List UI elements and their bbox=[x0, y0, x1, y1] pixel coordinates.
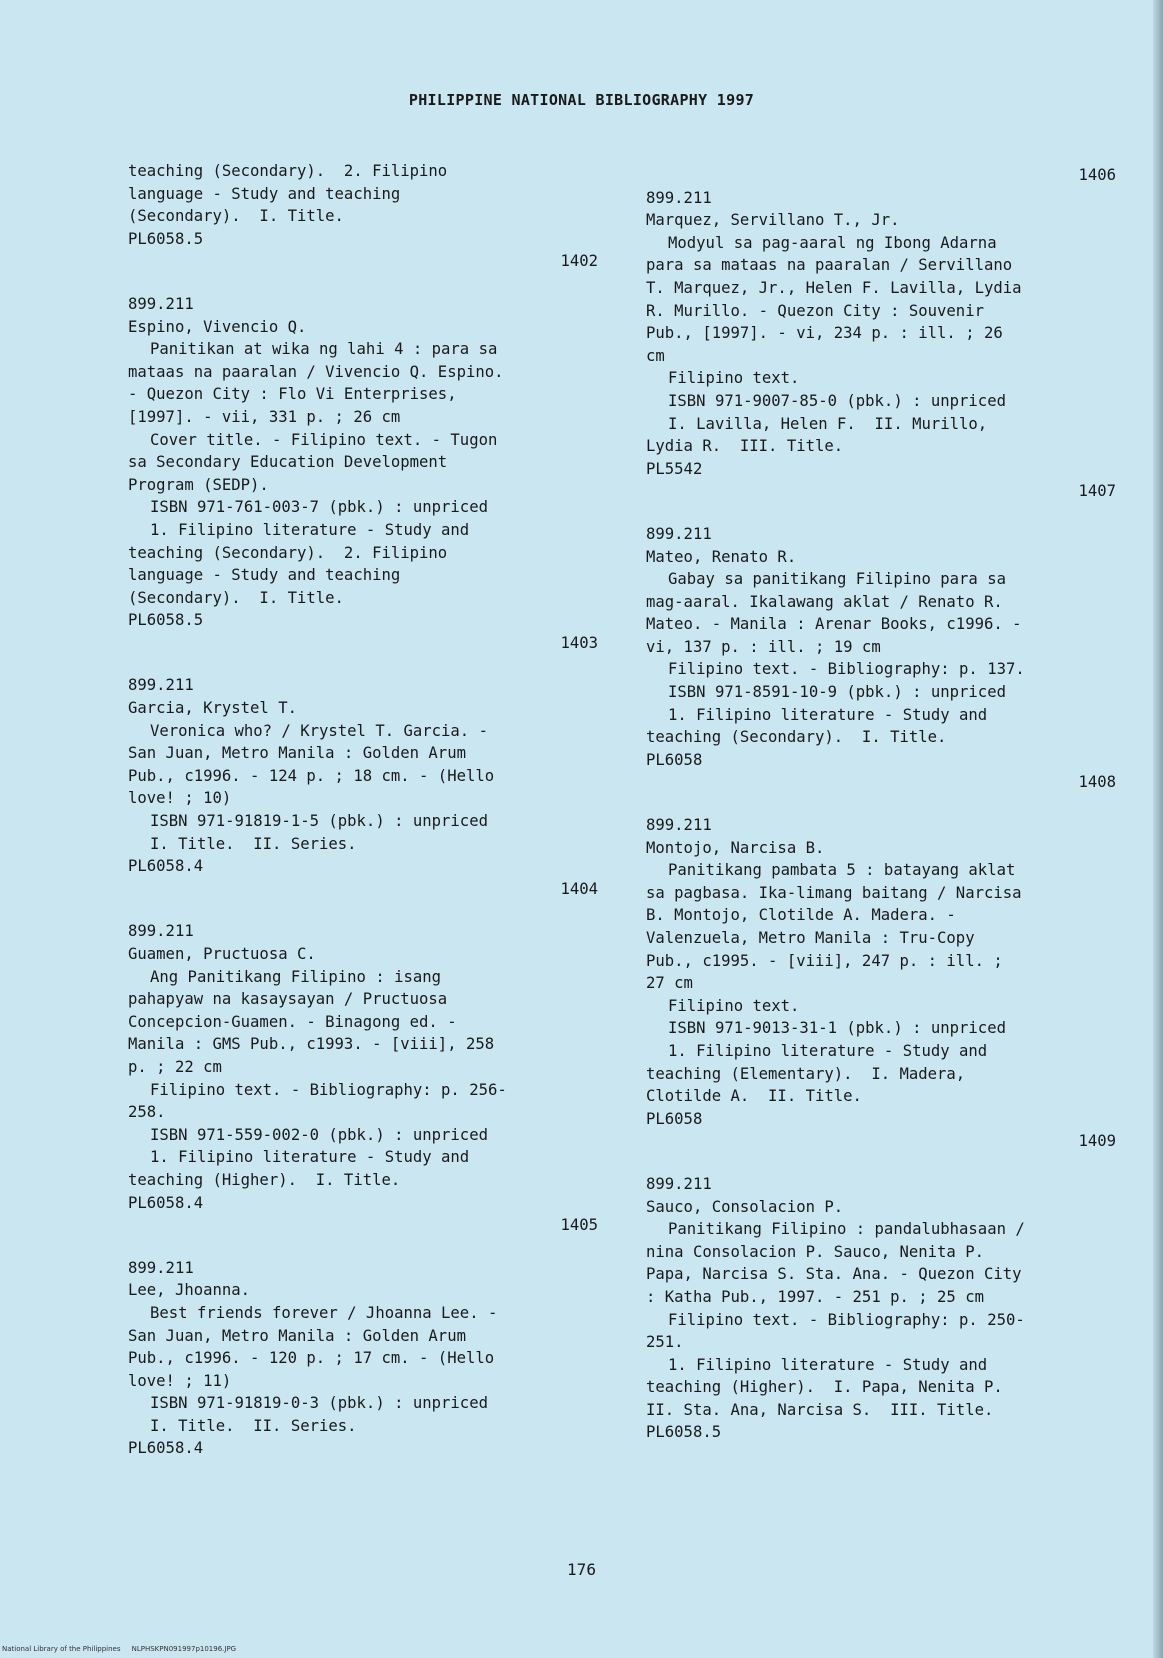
text-line: Garcia, Krystel T. bbox=[128, 699, 297, 718]
text-line: [1997]. - vii, 331 p. ; 26 cm bbox=[128, 407, 401, 426]
text-line: 258. bbox=[128, 1103, 166, 1122]
text-line: 1. Filipino literature - Study and bbox=[150, 1148, 470, 1167]
text-line: 899.211 bbox=[646, 1174, 712, 1193]
text-line: San Juan, Metro Manila : Golden Arum bbox=[128, 1326, 466, 1345]
text-line: 1. Filipino literature - Study and bbox=[668, 1355, 988, 1374]
text-line: p. ; 22 cm bbox=[128, 1057, 222, 1076]
text-line: language - Study and teaching bbox=[128, 184, 401, 203]
text-line: - Quezon City : Flo Vi Enterprises, bbox=[128, 385, 457, 404]
text-line: Lee, Jhoanna. bbox=[128, 1281, 251, 1300]
text-line: Pub., [1997]. - vi, 234 p. : ill. ; 26 bbox=[646, 324, 1003, 343]
text-line: Filipino text. - Bibliography: p. 137. bbox=[668, 660, 1025, 679]
text-line: I. Title. II. Series. bbox=[150, 834, 357, 853]
text-line: vi, 137 p. : ill. ; 19 cm bbox=[646, 637, 881, 656]
text-line: Marquez, Servillano T., Jr. bbox=[646, 211, 900, 230]
text-line: teaching (Secondary). I. Title. bbox=[646, 728, 947, 747]
text-line: love! ; 11) bbox=[128, 1371, 232, 1390]
text-line: sa Secondary Education Development bbox=[128, 453, 448, 472]
text-line: B. Montojo, Clotilde A. Madera. - bbox=[646, 906, 956, 925]
text-line: teaching (Higher). I. Title. bbox=[128, 1170, 401, 1189]
text-line: Mateo, Renato R. bbox=[646, 547, 797, 566]
text-line: 899.211 bbox=[128, 1258, 194, 1277]
text-line: Manila : GMS Pub., c1993. - [viii], 258 bbox=[128, 1035, 495, 1054]
text-line: PL6058 bbox=[646, 1109, 703, 1128]
text-line: Espino, Vivencio Q. bbox=[128, 317, 307, 336]
text-line: (Secondary). I. Title. bbox=[128, 588, 344, 607]
entry-gap bbox=[128, 273, 598, 293]
text-line: pahapyaw na kasaysayan / Pructuosa bbox=[128, 990, 448, 1009]
text-line: Valenzuela, Metro Manila : Tru-Copy bbox=[646, 929, 975, 947]
text-line: 899.211 bbox=[128, 676, 194, 695]
text-line: Mateo. - Manila : Arenar Books, c1996. - bbox=[646, 615, 1022, 634]
text-line: Filipino text. - Bibliography: p. 256- bbox=[150, 1080, 507, 1099]
entry-gap bbox=[128, 900, 598, 920]
text-line: Concepcion-Guamen. - Binagong ed. - bbox=[128, 1012, 457, 1031]
text-line: PL6058.4 bbox=[128, 1439, 204, 1458]
text-line: II. Sta. Ana, Narcisa S. III. Title. bbox=[646, 1400, 994, 1419]
text-line: Sauco, Consolacion P. bbox=[646, 1197, 844, 1216]
text-line: PL6058.5 bbox=[128, 611, 204, 630]
text-line: 1. Filipino literature - Study and bbox=[150, 520, 470, 539]
text-line: 899.211 bbox=[646, 188, 712, 207]
text-line: I. Title. II. Series. bbox=[150, 1416, 357, 1435]
text-line: R. Murillo. - Quezon City : Souvenir bbox=[646, 301, 984, 320]
text-line: Cover title. - Filipino text. - Tugon bbox=[150, 430, 498, 449]
text-line: PL6058.4 bbox=[128, 857, 204, 876]
text-line: Modyul sa pag-aaral ng Ibong Adarna bbox=[668, 233, 997, 252]
entry-number: 1405 bbox=[560, 1216, 598, 1235]
text-line: ISBN 971-91819-0-3 (pbk.) : unpriced bbox=[150, 1394, 488, 1413]
text-line: Clotilde A. II. Title. bbox=[646, 1087, 862, 1106]
text-line: para sa mataas na paaralan / Servillano bbox=[646, 256, 1013, 275]
left-column bbox=[128, 160, 598, 1460]
entry-gap bbox=[646, 503, 1116, 523]
text-line: Pub., c1995. - [viii], 247 p. : ill. ; bbox=[646, 951, 1003, 970]
text-line: (Secondary). I. Title. bbox=[128, 207, 344, 226]
text-line: Best friends forever / Jhoanna Lee. - bbox=[150, 1303, 498, 1322]
entry-number: 1403 bbox=[560, 633, 598, 652]
text-line: 899.211 bbox=[646, 524, 712, 543]
text-line: teaching (Secondary). 2. Filipino bbox=[128, 543, 448, 562]
page-header: PHILIPPINE NATIONAL BIBLIOGRAPHY 1997 bbox=[408, 91, 755, 109]
text-line: cm bbox=[646, 346, 665, 365]
entry-gap bbox=[646, 794, 1116, 814]
page-edge-shadow bbox=[1153, 0, 1163, 1658]
entry-gap bbox=[646, 1153, 1116, 1173]
text-line: Ang Panitikang Filipino : isang bbox=[150, 967, 442, 986]
entry-number: 1407 bbox=[1078, 482, 1116, 501]
text-line: Montojo, Narcisa B. bbox=[646, 838, 825, 857]
entry-number: 1404 bbox=[560, 879, 598, 898]
entry-gap bbox=[128, 654, 598, 674]
text-line: Filipino text. bbox=[668, 369, 800, 388]
text-line: mag-aaral. Ikalawang aklat / Renato R. bbox=[646, 592, 1003, 611]
text-line: PL6058.5 bbox=[646, 1423, 722, 1442]
text-line: Lydia R. III. Title. bbox=[646, 437, 844, 456]
entry-number: 1409 bbox=[1078, 1132, 1116, 1151]
text-line: Program (SEDP). bbox=[128, 475, 269, 494]
text-line: Gabay sa panitikang Filipino para sa bbox=[668, 570, 1006, 589]
text-line: PL6058.5 bbox=[128, 229, 204, 248]
text-line: 1. Filipino literature - Study and bbox=[668, 1041, 988, 1060]
text-line: Panitikang Filipino : pandalubhasaan / bbox=[668, 1220, 1025, 1239]
text-line: sa pagbasa. Ika-limang baitang / Narcisa bbox=[646, 883, 1022, 902]
text-line: ISBN 971-91819-1-5 (pbk.) : unpriced bbox=[150, 812, 488, 831]
text-line: mataas na paaralan / Vivencio Q. Espino. bbox=[128, 362, 504, 381]
text-line: 899.211 bbox=[128, 922, 194, 941]
footer-credit: National Library of the Philippines NLPHSKPN091997p10196.JPG bbox=[2, 1645, 237, 1653]
text-line: Panitikan at wika ng lahi 4 : para sa bbox=[150, 340, 498, 359]
text-line: Filipino text. - Bibliography: p. 250- bbox=[668, 1310, 1025, 1329]
text-line: ISBN 971-9007-85-0 (pbk.) : unpriced bbox=[668, 391, 1006, 410]
text-line: nina Consolacion P. Sauco, Nenita P. bbox=[646, 1242, 984, 1261]
text-line: Pub., c1996. - 124 p. ; 18 cm. - (Hello bbox=[128, 766, 495, 785]
entry-number: 1406 bbox=[1078, 166, 1116, 184]
text-line: San Juan, Metro Manila : Golden Arum bbox=[128, 744, 466, 763]
text-line: ISBN 971-9013-31-1 (pbk.) : unpriced bbox=[668, 1019, 1006, 1038]
text-line: PL5542 bbox=[646, 459, 703, 478]
text-line: 899.211 bbox=[128, 294, 194, 313]
text-line: 27 cm bbox=[646, 974, 693, 993]
text-line: language - Study and teaching bbox=[128, 566, 401, 585]
text-line: T. Marquez, Jr., Helen F. Lavilla, Lydia bbox=[646, 278, 1022, 297]
text-line: PL6058.4 bbox=[128, 1193, 204, 1212]
entry-number: 1402 bbox=[560, 252, 598, 271]
text-line: Pub., c1996. - 120 p. ; 17 cm. - (Hello bbox=[128, 1349, 495, 1368]
entry-gap bbox=[128, 1237, 598, 1257]
text-line: ISBN 971-8591-10-9 (pbk.) : unpriced bbox=[668, 683, 1006, 702]
text-line: I. Lavilla, Helen F. II. Murillo, bbox=[668, 414, 988, 433]
right-column bbox=[646, 164, 1116, 1444]
text-line: love! ; 10) bbox=[128, 789, 232, 808]
entry-number: 1408 bbox=[1078, 773, 1116, 792]
text-line: Veronica who? / Krystel T. Garcia. - bbox=[150, 721, 488, 740]
text-line: Panitikang pambata 5 : batayang aklat bbox=[668, 861, 1016, 880]
text-line: 899.211 bbox=[646, 816, 712, 835]
text-line: PL6058 bbox=[646, 750, 703, 769]
text-line: 1. Filipino literature - Study and bbox=[668, 705, 988, 724]
text-line: Filipino text. bbox=[668, 996, 800, 1015]
text-line: teaching (Secondary). 2. Filipino bbox=[128, 162, 448, 180]
text-line: ISBN 971-559-002-0 (pbk.) : unpriced bbox=[150, 1125, 488, 1144]
text-line: Papa, Narcisa S. Sta. Ana. - Quezon City bbox=[646, 1265, 1022, 1284]
text-line: 251. bbox=[646, 1333, 684, 1352]
page-number: 176 bbox=[567, 1560, 596, 1579]
text-line: Guamen, Pructuosa C. bbox=[128, 945, 316, 963]
text-line: ISBN 971-761-003-7 (pbk.) : unpriced bbox=[150, 498, 488, 517]
text-line: : Katha Pub., 1997. - 251 p. ; 25 cm bbox=[646, 1287, 984, 1306]
text-line: teaching (Higher). I. Papa, Nenita P. bbox=[646, 1378, 1003, 1397]
text-line: teaching (Elementary). I. Madera, bbox=[646, 1064, 966, 1083]
